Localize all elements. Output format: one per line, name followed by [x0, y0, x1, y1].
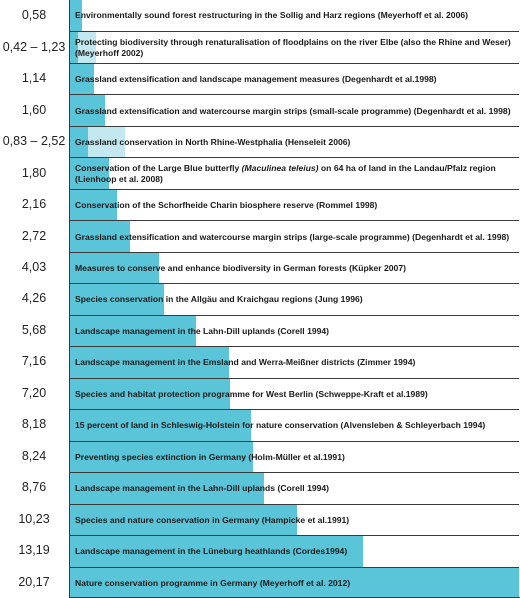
bar-cell [69, 504, 519, 535]
bar-cell [69, 31, 519, 62]
chart-row [0, 283, 520, 314]
bar-cell [69, 94, 519, 125]
bar-label: Landscape management in the Emsland and Werra-Meißner districts (Zimmer 1994) [75, 357, 416, 368]
chart-row [0, 535, 520, 566]
bar-cell [69, 252, 519, 283]
bar-label: Landscape management in the Lahn-Dill uplands (Corell 1994) [75, 483, 330, 494]
chart-row [0, 346, 520, 377]
bar-label: Landscape management in the Lüneburg heathlands (Cordes1994) [75, 546, 348, 557]
chart-row [0, 63, 520, 94]
chart-row [0, 220, 520, 251]
bar-cell [69, 346, 519, 377]
chart-row [0, 94, 520, 125]
value-label: 2,16 [21, 197, 47, 212]
value-label: 7,20 [21, 385, 47, 400]
bar-cell [69, 0, 519, 31]
bar-label: 15 percent of land in Schleswig-Holstein for nature conservation (Alvensleben & Schleyerbach 1994) [75, 420, 486, 431]
bar-label: Species and habitat protection programme for West Berlin (Schweppe-Kraft et al.1989) [75, 388, 428, 399]
bar-cell [69, 441, 519, 472]
chart-row [0, 157, 520, 188]
bar-label: Nature conservation programme in Germany (Meyerhoff et al. 2012) [75, 577, 351, 588]
chart-row [0, 378, 520, 409]
bar-cell [69, 535, 519, 566]
bar-cell [69, 315, 519, 346]
value-label: 4,03 [21, 260, 47, 275]
chart-row [0, 0, 520, 31]
bar-cell [69, 409, 519, 440]
bar-cell [69, 472, 519, 503]
bar-label-species: (Maculinea teleius) [241, 163, 319, 174]
chart-row [0, 441, 520, 472]
chart-row [0, 504, 520, 535]
bar-label: Grassland extensification and landscape management measures (Degenhardt et al.1998) [75, 74, 437, 85]
bar-label: Grassland extensification and watercourse margin strips (small-scale programme) (Degenhardt et al. 1998) [75, 105, 511, 116]
value-label: 20,17 [18, 574, 50, 589]
chart-row [0, 472, 520, 503]
value-label: 1,60 [21, 102, 47, 117]
bar-cell [69, 126, 519, 157]
bar-label-text: on 64 ha of land in the Landau/Pfalz region (Lienhoop et al. 2008) [75, 163, 496, 185]
bar-label: Grassland extensification and watercourse margin strips (large-scale programme) (Degenhardt et al. 1998) [75, 231, 510, 242]
value-label: 0,58 [21, 8, 47, 23]
value-label: 10,23 [18, 511, 50, 526]
bar-label [75, 163, 513, 185]
bar-cell [69, 567, 519, 598]
value-label: 4,26 [21, 291, 47, 306]
bar-cell [69, 283, 519, 314]
bar-label: Grassland conservation in North Rhine-Westphalia (Henseleit 2006) [75, 137, 351, 148]
value-label: 8,76 [21, 480, 47, 495]
bar-label: Environmentally sound forest restructuring in the Sollig and Harz regions (Meyerhoff et al. 2006) [75, 10, 468, 21]
bar-label: Preventing species extinction in Germany (Holm-Müller et al.1991) [75, 451, 345, 462]
value-label: 5,68 [21, 322, 47, 337]
bar-label-text: Conservation of the Large Blue butterfly [75, 163, 242, 174]
value-label: 2,72 [21, 228, 47, 243]
value-label: 7,16 [21, 354, 47, 369]
value-label: 13,19 [18, 543, 50, 558]
value-label: 8,18 [21, 417, 47, 432]
chart-row [0, 315, 520, 346]
chart-row [0, 126, 520, 157]
bar-cell [69, 220, 519, 251]
value-label: 0,42 – 1,23 [2, 39, 66, 54]
bar-cell [69, 157, 519, 188]
chart-row [0, 31, 520, 62]
bar-cell [69, 189, 519, 220]
chart-row [0, 409, 520, 440]
chart-row [0, 252, 520, 283]
bar-label: Species and nature conservation in Germany (Hampicke et al.1991) [75, 514, 350, 525]
bar-label: Conservation of the Schorfheide Charin biosphere reserve (Rommel 1998) [75, 200, 378, 211]
bar-cell [69, 63, 519, 94]
value-label: 8,24 [21, 448, 47, 463]
bar-label: Landscape management in the Lahn-Dill uplands (Corell 1994) [75, 325, 330, 336]
bar-label: Protecting biodiversity through renaturalisation of floodplains on the river Elbe (also the Rhine and Weser) (Meyerhoff 2002) [75, 37, 511, 59]
value-label: 0,83 – 2,52 [2, 134, 66, 149]
value-label: 1,14 [21, 71, 47, 86]
bar-cell [69, 378, 519, 409]
bar-label: Species conservation in the Allgäu and Kraichgau regions (Jung 1996) [75, 294, 363, 305]
value-label: 1,80 [21, 165, 47, 180]
bar-label: Measures to conserve and enhance biodiversity in German forests (Küpker 2007) [75, 263, 406, 274]
chart-row [0, 189, 520, 220]
chart-row [0, 567, 520, 598]
